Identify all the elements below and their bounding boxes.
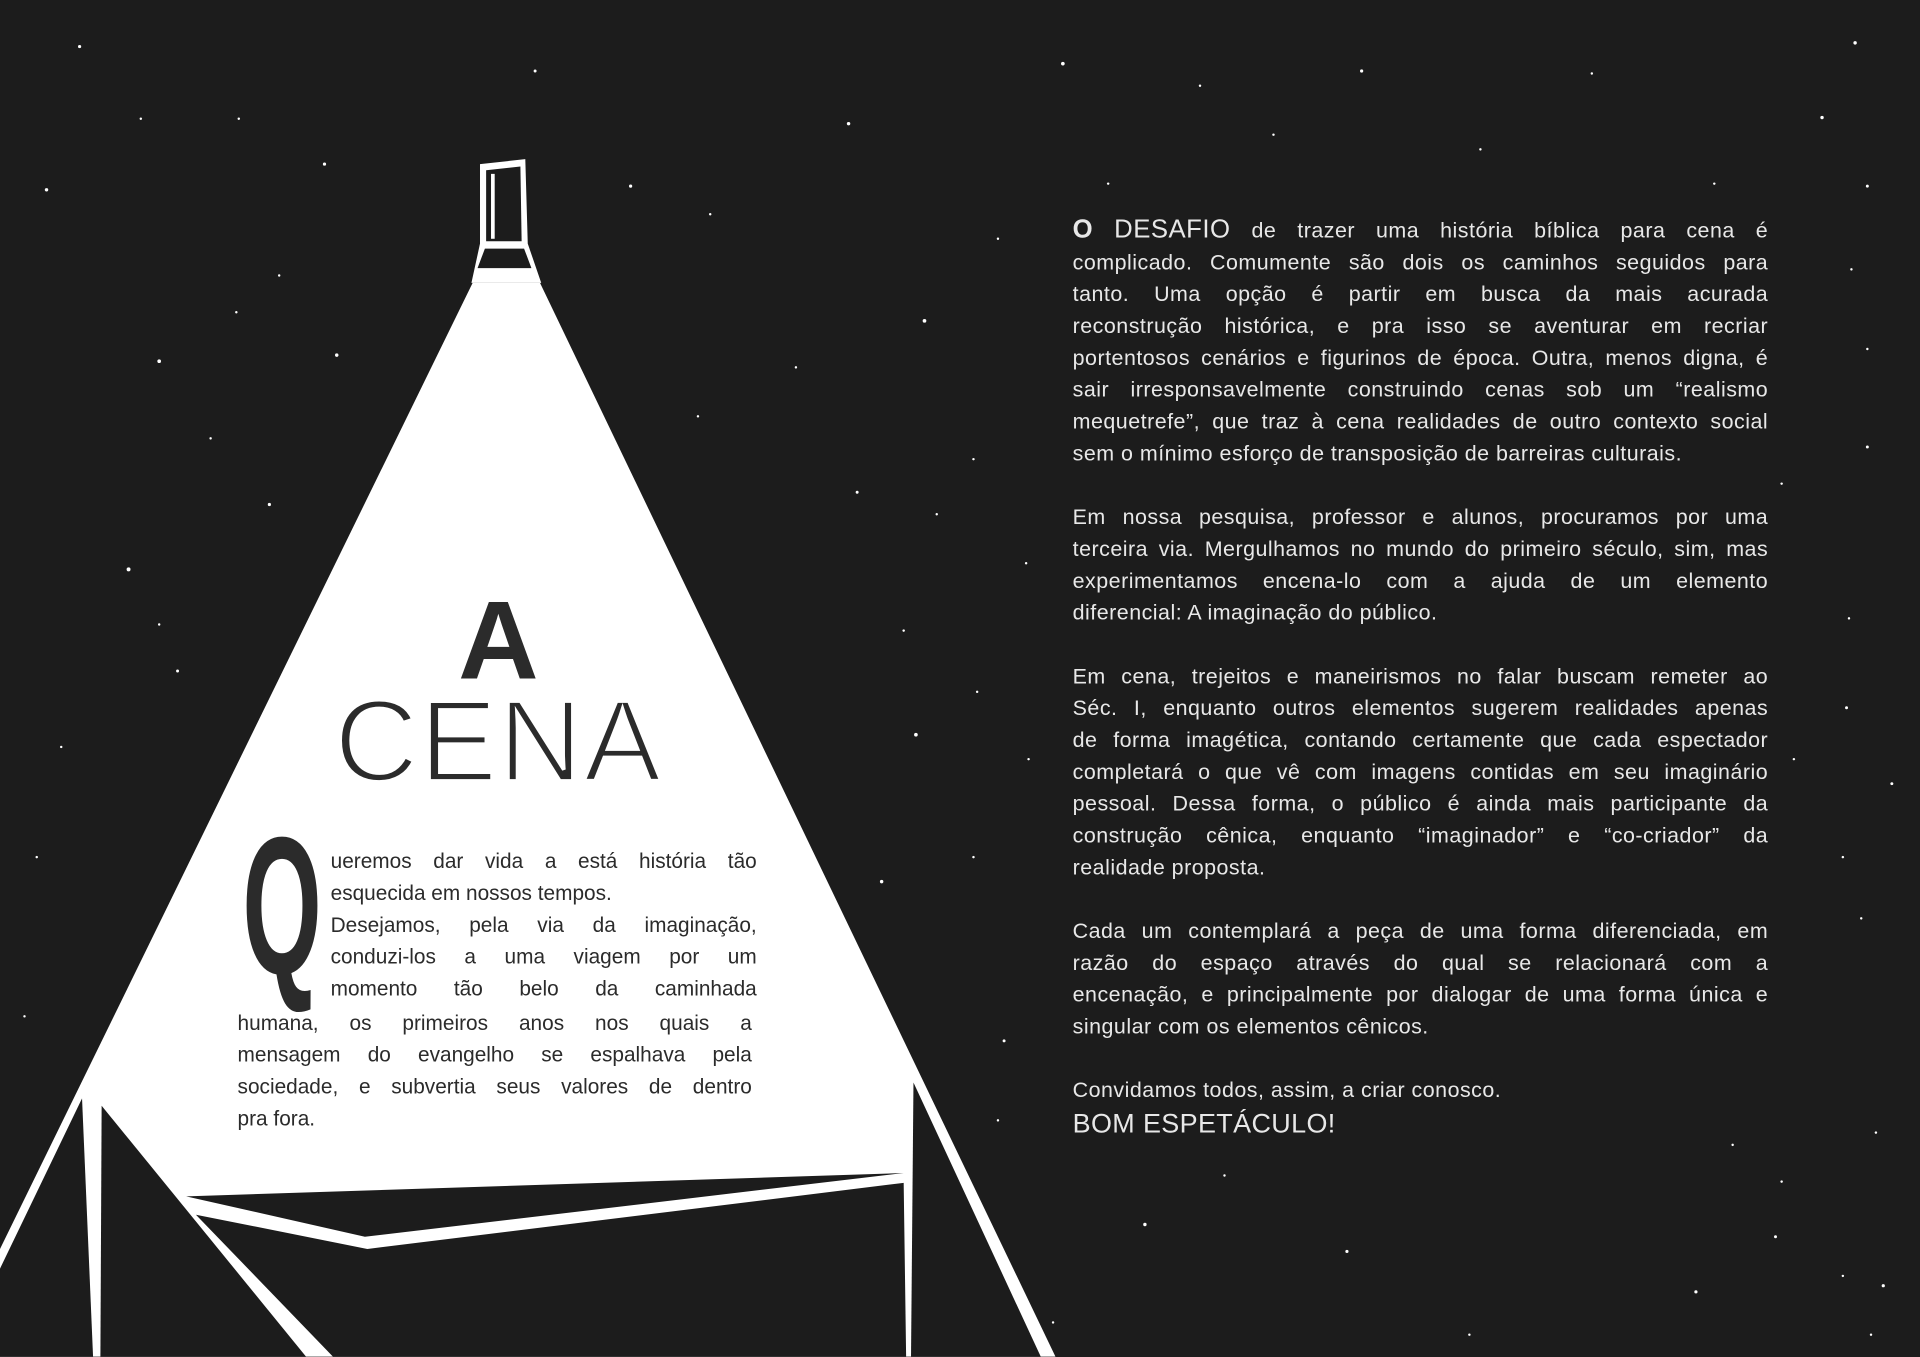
article-line: singular com os elementos cênicos. — [1072, 1013, 1429, 1039]
star — [238, 118, 240, 120]
star — [629, 185, 632, 188]
star — [997, 238, 999, 240]
intro-line: pra fora. — [237, 1106, 316, 1131]
star — [1360, 69, 1363, 72]
intro-line: mensagem do evangelho se espalhava pela — [237, 1043, 752, 1067]
star — [1850, 268, 1852, 270]
article-line: complicado. Comumente são dois os caminhos seguidos para — [1072, 249, 1769, 275]
star — [1842, 856, 1844, 858]
star — [1875, 1131, 1877, 1133]
article-line: sem o mínimo esforço de transposição de barreiras culturais. — [1072, 440, 1683, 466]
star — [1774, 1235, 1777, 1238]
star — [1845, 706, 1848, 709]
star — [157, 359, 161, 363]
intro-line: humana, os primeiros anos nos quais a — [237, 1011, 752, 1035]
drop-cap: Q — [242, 795, 322, 1016]
stage-shape — [911, 1082, 1041, 1356]
stage-light-icon — [471, 159, 541, 283]
title-line-2: CENA — [334, 677, 663, 807]
article-line: Cada um contemplará a peça de uma forma diferenciada, em — [1072, 918, 1769, 943]
star — [1003, 1039, 1006, 1042]
star — [1223, 1174, 1225, 1176]
intro-line: conduzi-los a uma viagem por um — [330, 945, 757, 969]
article-line: pessoal. Dessa forma, o público é ainda mais participante da — [1072, 791, 1769, 816]
article-line: tanto. Uma opção é partir em busca da mais acurada — [1072, 281, 1769, 307]
star — [972, 856, 974, 858]
star — [1780, 482, 1782, 484]
star — [278, 274, 280, 276]
star — [1052, 1321, 1054, 1323]
intro-text-beside-dropcap — [331, 846, 757, 1005]
article-line: Em cena, trejeitos e maneirismos no falar buscam remeter ao — [1072, 663, 1769, 689]
star — [1061, 62, 1065, 66]
star — [709, 213, 711, 215]
star — [1027, 758, 1029, 760]
intro-line: momento tão belo da caminhada — [330, 977, 757, 1001]
star — [1272, 133, 1274, 135]
star — [856, 491, 859, 494]
star — [1820, 116, 1823, 119]
article-line: encenação, e principalmente por dialogar de uma forma única e — [1072, 982, 1769, 1007]
title-line-1: A — [458, 579, 539, 703]
star — [45, 188, 48, 191]
star — [1731, 1144, 1733, 1146]
closing-signoff: BOM ESPETÁCULO! — [1072, 1108, 1336, 1139]
paragraph-audience — [1073, 915, 1769, 1042]
star — [914, 733, 918, 737]
star — [1694, 1290, 1697, 1293]
article-line: portentosos cenários e figurinos de época. Outra, menos digna, é — [1072, 345, 1769, 370]
star — [1866, 445, 1869, 448]
star — [795, 366, 797, 368]
star — [36, 856, 38, 858]
article-line: Séc. I, enquanto outros elementos sugerem realidades apenas — [1072, 695, 1769, 721]
star — [1780, 1180, 1782, 1182]
intro-line: Desejamos, pela via da imaginação, — [330, 913, 757, 937]
star — [997, 1119, 999, 1121]
article-line: terceira via. Mergulhamos no mundo do primeiro século, sim, mas — [1072, 536, 1769, 561]
paragraph-research — [1073, 501, 1769, 628]
article-line: de forma imagética, contando certamente que cada espectador — [1072, 727, 1769, 752]
star — [1713, 182, 1715, 184]
star — [1468, 1333, 1470, 1335]
article-line: mequetrefe”, que traz à cena realidades de outro contexto social — [1072, 408, 1769, 434]
article-line: reconstrução histórica, e pra isso se aventurar em recriar — [1072, 313, 1769, 338]
star — [1848, 617, 1850, 619]
star — [1143, 1223, 1146, 1226]
star — [1860, 917, 1862, 919]
article-line: realidade proposta. — [1072, 854, 1266, 880]
star — [23, 1015, 25, 1017]
article-line: completará o que vê com imagens contidas em seu imaginário — [1072, 759, 1769, 784]
star — [936, 513, 938, 515]
star — [1479, 148, 1481, 150]
intro-line: esquecida em nossos tempos. — [330, 881, 612, 905]
star — [60, 746, 62, 748]
star — [127, 567, 131, 571]
star — [534, 70, 537, 73]
star — [140, 118, 142, 120]
paragraph-scene — [1073, 660, 1769, 883]
star — [1793, 758, 1795, 760]
article-line: experimentamos encena-lo com a ajuda de um elemento — [1072, 568, 1769, 593]
star — [176, 670, 179, 673]
star — [1882, 1284, 1885, 1287]
closing-invitation: Convidamos todos, assim, a criar conosco. — [1072, 1077, 1502, 1103]
star — [1107, 182, 1109, 184]
star — [847, 122, 850, 125]
article-column — [1073, 214, 1769, 1142]
star — [323, 162, 326, 165]
star — [1866, 348, 1868, 350]
article-line — [1073, 214, 1769, 246]
intro-line: sociedade, e subvertia seus valores de dentro — [237, 1075, 752, 1099]
star — [78, 45, 81, 48]
lead-letter: O — [1072, 215, 1094, 244]
article-line: diferencial: A imaginação do público. — [1072, 600, 1438, 625]
star — [1890, 782, 1893, 785]
star — [235, 311, 237, 313]
intro-text-below-dropcap — [238, 1008, 752, 1135]
star — [972, 458, 974, 460]
article-line: sair irresponsavelmente construindo cenas sob um “realismo — [1072, 377, 1769, 402]
star — [976, 691, 978, 693]
article-line: razão do espaço através do qual se relacionará com a — [1072, 950, 1769, 975]
star — [209, 437, 211, 439]
star — [880, 880, 883, 883]
article-line: Em nossa pesquisa, professor e alunos, procuramos por uma — [1072, 504, 1769, 529]
star — [1591, 72, 1593, 74]
star — [1853, 41, 1856, 44]
star — [158, 623, 160, 625]
intro-line: ueremos dar vida a está história tão — [330, 849, 757, 874]
star — [1025, 562, 1027, 564]
star — [1199, 84, 1201, 86]
article-line-text: de trazer uma história bíblica para cena é — [1251, 217, 1769, 243]
article-line: construção cênica, enquanto “imaginador” e “co-criador” da — [1072, 822, 1769, 848]
star — [1345, 1250, 1348, 1253]
closing — [1073, 1074, 1769, 1143]
star — [1842, 1275, 1844, 1277]
star — [1870, 1333, 1872, 1335]
star — [268, 503, 271, 506]
star — [923, 319, 927, 323]
star — [1866, 185, 1869, 188]
paragraph-challenge — [1073, 214, 1769, 469]
star — [335, 353, 338, 356]
star — [697, 415, 699, 417]
lead-word: DESAFIO — [1114, 215, 1231, 244]
star — [902, 629, 904, 631]
